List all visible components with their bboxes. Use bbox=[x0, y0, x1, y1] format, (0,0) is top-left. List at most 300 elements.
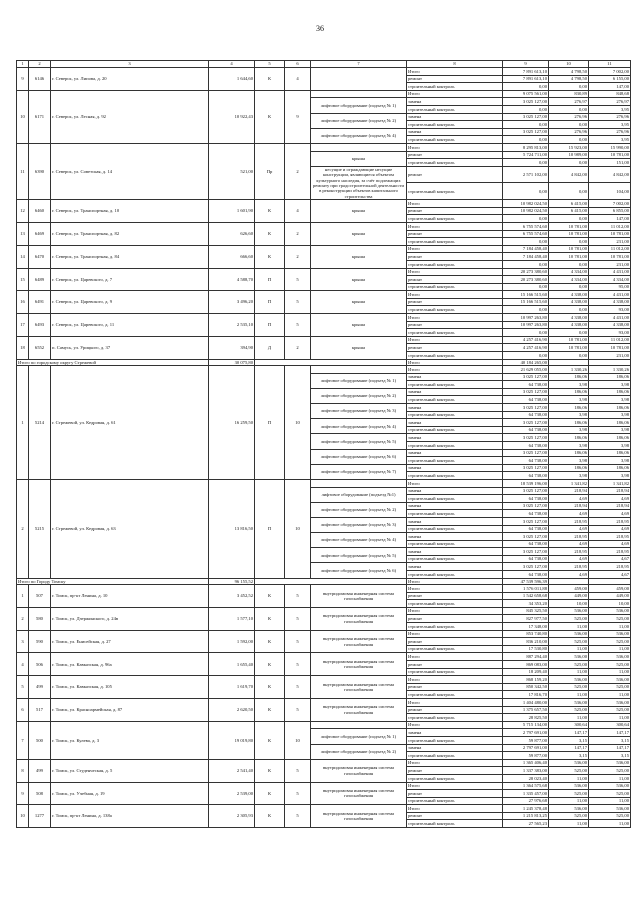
table bbox=[16, 60, 631, 828]
unit-cost: 218,95 bbox=[549, 548, 589, 556]
object-id: 6552 bbox=[29, 336, 51, 359]
object-area: 2 541,40 bbox=[209, 759, 255, 782]
work-name: лифтовое оборудование (подъезд № 2) bbox=[311, 388, 407, 403]
section-title: Итого по Городу Томску bbox=[17, 578, 209, 584]
work-kind: замена bbox=[407, 464, 503, 472]
work-name: лифтовое оборудование (подъезд № 1) bbox=[311, 98, 407, 113]
object-floors: 2 bbox=[285, 245, 311, 268]
work-kind: замена bbox=[407, 98, 503, 106]
cost-value: 59 877,00 bbox=[503, 752, 549, 760]
object-id: 590 bbox=[29, 630, 51, 653]
unit-cost: 4,69 bbox=[549, 495, 589, 503]
max-unit-cost: 147,00 bbox=[589, 83, 631, 91]
object-floors: 2 bbox=[285, 222, 311, 245]
object-id: 508 bbox=[29, 782, 51, 805]
row-number: 14 bbox=[17, 245, 29, 268]
object-address: г. Томск, ул. Енисейская, д. 27 bbox=[51, 630, 209, 653]
unit-cost: 3,98 bbox=[549, 426, 589, 434]
object-area: 2 535,10 bbox=[209, 314, 255, 337]
work-kind: строительный контроль bbox=[407, 457, 503, 465]
unit-cost: 0,00 bbox=[549, 121, 589, 129]
row-number: 9 bbox=[17, 68, 29, 91]
cost-value: 869 083,00 bbox=[503, 661, 549, 669]
work-kind: Итого bbox=[407, 68, 503, 76]
cost-value: 64 738,00 bbox=[503, 441, 549, 449]
cost-value: 850 342,50 bbox=[503, 683, 549, 691]
cost-value: 17 816,70 bbox=[503, 691, 549, 699]
unit-cost: 4,69 bbox=[549, 555, 589, 563]
max-unit-cost: 11,00 bbox=[589, 645, 631, 653]
max-unit-cost: 15 990,00 bbox=[589, 143, 631, 151]
work-kind: ремонт bbox=[407, 298, 503, 306]
object-type: Пр bbox=[255, 143, 285, 199]
table-row bbox=[17, 90, 631, 98]
work-kind: замена bbox=[407, 502, 503, 510]
work-kind: строительный контроль bbox=[407, 797, 503, 805]
unit-cost: 0,00 bbox=[549, 159, 589, 167]
row-number: 1 bbox=[17, 366, 29, 480]
unit-cost: 10 781,00 bbox=[549, 344, 589, 352]
max-unit-cost: 4 431,00 bbox=[589, 268, 631, 276]
unit-cost: 300,64 bbox=[549, 721, 589, 729]
cost-value: 0,00 bbox=[503, 215, 549, 223]
unit-cost: 4 338,00 bbox=[549, 298, 589, 306]
row-number: 10 bbox=[17, 90, 29, 143]
unit-cost: 11,00 bbox=[549, 668, 589, 676]
object-id: 517 bbox=[29, 698, 51, 721]
max-unit-cost: 6 855,00 bbox=[589, 207, 631, 215]
cost-value: 18 209,40 bbox=[503, 668, 549, 676]
unit-cost: 3,15 bbox=[549, 752, 589, 760]
work-name: лифтовое оборудование (подъезд № 4) bbox=[311, 128, 407, 143]
max-unit-cost: 186,06 bbox=[589, 404, 631, 412]
max-unit-cost: 10 781,00 bbox=[589, 230, 631, 238]
work-kind: Итого bbox=[407, 653, 503, 661]
work-kind: строительный контроль bbox=[407, 495, 503, 503]
max-unit-cost: 525,00 bbox=[589, 767, 631, 775]
unit-cost: 3,98 bbox=[549, 441, 589, 449]
work-name: лифтовое оборудование (подъезд № 2) bbox=[311, 502, 407, 517]
table-row bbox=[17, 630, 631, 638]
work-name: лифтовое оборудование (подъезд № 7) bbox=[311, 464, 407, 479]
work-kind: Итого bbox=[407, 366, 503, 374]
cost-value: 0,00 bbox=[503, 306, 549, 314]
object-area: 16 259,50 bbox=[209, 366, 255, 480]
work-kind: замена bbox=[407, 419, 503, 427]
cost-value: 28 825,50 bbox=[503, 714, 549, 722]
cost-value: 9 075 561,00 bbox=[503, 90, 549, 98]
cost-value: 3 025 127,00 bbox=[503, 563, 549, 571]
work-kind: строительный контроль bbox=[407, 691, 503, 699]
cost-value: 0,00 bbox=[503, 121, 549, 129]
cost-value: 1 576 011,88 bbox=[503, 585, 549, 593]
row-number: 13 bbox=[17, 222, 29, 245]
cost-value: 64 738,00 bbox=[503, 555, 549, 563]
cost-value: 7 184 458,40 bbox=[503, 253, 549, 261]
unit-cost: 525,00 bbox=[549, 706, 589, 714]
unit-cost: 449,00 bbox=[549, 592, 589, 600]
work-kind: ремонт bbox=[407, 790, 503, 798]
work-kind: ремонт bbox=[407, 767, 503, 775]
unit-cost: 0,00 bbox=[549, 352, 589, 360]
object-id: 6146 bbox=[29, 68, 51, 91]
cost-value: 3 025 127,00 bbox=[503, 113, 549, 121]
work-kind: строительный контроль bbox=[407, 555, 503, 563]
object-type: П bbox=[255, 479, 285, 578]
max-unit-cost: 11,00 bbox=[589, 691, 631, 699]
object-area: 1 655,40 bbox=[209, 653, 255, 676]
object-floors: 5 bbox=[285, 805, 311, 828]
table-header-row bbox=[17, 61, 631, 68]
object-area: 1 592,00 bbox=[209, 630, 255, 653]
object-address: г. Томск, ул. Кавказская, д. 105 bbox=[51, 676, 209, 699]
work-kind: строительный контроль bbox=[407, 352, 503, 360]
max-unit-cost: 186,06 bbox=[589, 373, 631, 381]
unit-cost: 4 338,00 bbox=[549, 321, 589, 329]
work-kind: Итого bbox=[407, 291, 503, 299]
unit-cost: 536,00 bbox=[549, 698, 589, 706]
column-header-10: 10 bbox=[549, 61, 589, 68]
unit-cost: 536,00 bbox=[549, 759, 589, 767]
cost-value: 27 976,68 bbox=[503, 797, 549, 805]
max-unit-cost: 104,00 bbox=[589, 183, 631, 200]
cost-value: 3 025 127,00 bbox=[503, 434, 549, 442]
max-unit-cost: 536,00 bbox=[589, 805, 631, 813]
object-area: 2 620,50 bbox=[209, 698, 255, 721]
max-unit-cost: 3,98 bbox=[589, 457, 631, 465]
object-address: п. Самусь, ул. Урицкого, д. 37 bbox=[51, 336, 209, 359]
max-unit-cost: 11,00 bbox=[589, 623, 631, 631]
max-unit-cost: 147,17 bbox=[589, 744, 631, 752]
table-row bbox=[17, 721, 631, 729]
object-id: 5214 bbox=[29, 366, 51, 480]
max-unit-cost: 93,00 bbox=[589, 306, 631, 314]
max-unit-cost: 218,94 bbox=[589, 502, 631, 510]
max-unit-cost: 218,95 bbox=[589, 548, 631, 556]
object-type: К bbox=[255, 805, 285, 828]
unit-cost: 0,00 bbox=[549, 215, 589, 223]
row-number: 10 bbox=[17, 805, 29, 828]
work-kind: Итого bbox=[407, 676, 503, 684]
row-number: 15 bbox=[17, 268, 29, 291]
work-kind: строительный контроль bbox=[407, 215, 503, 223]
unit-cost: 536,00 bbox=[549, 607, 589, 615]
cost-value: 0,00 bbox=[503, 183, 549, 200]
cost-value: 7 891 613,10 bbox=[503, 75, 549, 83]
work-kind: ремонт bbox=[407, 683, 503, 691]
cost-value: 1 337 383,00 bbox=[503, 767, 549, 775]
object-address: г. Томск, пр-кт Ленина, д. 10 bbox=[51, 585, 209, 608]
max-unit-cost: 449,00 bbox=[589, 592, 631, 600]
object-floors: 5 bbox=[285, 314, 311, 337]
work-name: лифтовое оборудование (подъезд № 4) bbox=[311, 419, 407, 434]
object-area: 10 922,43 bbox=[209, 90, 255, 143]
work-kind: Итого bbox=[407, 721, 503, 729]
work-name bbox=[311, 721, 407, 729]
table-row bbox=[17, 607, 631, 615]
unit-cost: 3,98 bbox=[549, 411, 589, 419]
cost-value: 7 184 458,40 bbox=[503, 245, 549, 253]
object-floors: 9 bbox=[285, 90, 311, 143]
object-type: П bbox=[255, 268, 285, 291]
max-unit-cost: 231,00 bbox=[589, 238, 631, 246]
max-unit-cost: 4,69 bbox=[589, 495, 631, 503]
work-kind: замена bbox=[407, 517, 503, 525]
object-type: К bbox=[255, 68, 285, 91]
object-id: 5215 bbox=[29, 479, 51, 578]
unit-cost: 276,96 bbox=[549, 128, 589, 136]
work-name: внутридомовая инженерная система газоснабжения bbox=[311, 805, 407, 828]
cost-value: 7 891 613,10 bbox=[503, 68, 549, 76]
column-header-9: 9 bbox=[503, 61, 549, 68]
unit-cost: 3,15 bbox=[549, 736, 589, 744]
cost-value: 0,00 bbox=[503, 159, 549, 167]
work-name: лифтовое оборудование (подъезд №1) bbox=[311, 487, 407, 502]
work-kind: Итого bbox=[407, 782, 503, 790]
table-row bbox=[17, 805, 631, 813]
max-unit-cost: 147,17 bbox=[589, 729, 631, 737]
work-name: внутридомовая инженерная система газоснабжения bbox=[311, 676, 407, 699]
work-kind: ремонт bbox=[407, 615, 503, 623]
work-kind: ремонт bbox=[407, 230, 503, 238]
max-unit-cost: 536,00 bbox=[589, 653, 631, 661]
unit-cost: 6 415,00 bbox=[549, 200, 589, 208]
cost-value: 8 295 813,00 bbox=[503, 143, 549, 151]
unit-cost: 525,00 bbox=[549, 615, 589, 623]
cost-value: 64 738,00 bbox=[503, 540, 549, 548]
work-kind: замена bbox=[407, 449, 503, 457]
max-unit-cost: 218,95 bbox=[589, 533, 631, 541]
work-kind: строительный контроль bbox=[407, 329, 503, 337]
max-unit-cost: 459,00 bbox=[589, 585, 631, 593]
max-unit-cost: 525,00 bbox=[589, 638, 631, 646]
cost-value: 21 629 055,00 bbox=[503, 366, 549, 374]
work-kind: строительный контроль bbox=[407, 540, 503, 548]
unit-cost: 4,69 bbox=[549, 525, 589, 533]
max-unit-cost: 536,00 bbox=[589, 782, 631, 790]
cost-value: 2 571 102,00 bbox=[503, 166, 549, 183]
object-type: П bbox=[255, 291, 285, 314]
object-type: К bbox=[255, 585, 285, 608]
object-address: г. Томск, ул. Дзержинского, д. 24в bbox=[51, 607, 209, 630]
row-number: 6 bbox=[17, 698, 29, 721]
work-name: несущие и ограждающие несущие конструкции, являющиеся объектом культурного наследия, за счёт подлежащих ремонту при градостроительной деятельности в реконструкции объектов капитального строительства bbox=[311, 166, 407, 199]
unit-cost: 536,00 bbox=[549, 782, 589, 790]
unit-cost: 0,00 bbox=[549, 238, 589, 246]
cost-value: 3 025 127,00 bbox=[503, 128, 549, 136]
object-address: г. Северск, ул. Царевского, д. 11 bbox=[51, 314, 209, 337]
table-cell: 47 539 596,39 bbox=[503, 578, 549, 584]
table-row bbox=[17, 200, 631, 208]
work-name bbox=[311, 479, 407, 487]
unit-cost: 0,00 bbox=[549, 83, 589, 91]
unit-cost: 11,00 bbox=[549, 623, 589, 631]
max-unit-cost: 276,96 bbox=[589, 113, 631, 121]
max-unit-cost: 11,00 bbox=[589, 714, 631, 722]
cost-value: 5 724 711,00 bbox=[503, 151, 549, 159]
work-kind: строительный контроль bbox=[407, 441, 503, 449]
cost-value: 1 245 378,48 bbox=[503, 805, 549, 813]
table-row bbox=[17, 479, 631, 487]
object-address: г. Томск, ул. Кулева, д. 3 bbox=[51, 721, 209, 759]
max-unit-cost: 7 002,00 bbox=[589, 200, 631, 208]
work-kind: строительный контроль bbox=[407, 714, 503, 722]
max-unit-cost: 1 341,82 bbox=[589, 479, 631, 487]
work-name: крыша bbox=[311, 245, 407, 268]
max-unit-cost: 11,00 bbox=[589, 774, 631, 782]
max-unit-cost: 525,00 bbox=[589, 812, 631, 820]
cost-value: 15 166 515,60 bbox=[503, 291, 549, 299]
row-number: 8 bbox=[17, 759, 29, 782]
max-unit-cost: 3,98 bbox=[589, 381, 631, 389]
column-header-4: 4 bbox=[209, 61, 255, 68]
max-unit-cost: 11,00 bbox=[589, 820, 631, 828]
work-kind: строительный контроль bbox=[407, 752, 503, 760]
object-area: 626,60 bbox=[209, 222, 255, 245]
unit-cost: 4 334,00 bbox=[549, 268, 589, 276]
max-unit-cost: 4 431,00 bbox=[589, 291, 631, 299]
table-row bbox=[17, 314, 631, 322]
unit-cost: 10 781,00 bbox=[549, 230, 589, 238]
max-unit-cost: 11 012,00 bbox=[589, 336, 631, 344]
unit-cost: 10 781,00 bbox=[549, 253, 589, 261]
object-type: К bbox=[255, 782, 285, 805]
unit-cost: 3,98 bbox=[549, 472, 589, 480]
object-type: К bbox=[255, 222, 285, 245]
work-kind: Итого bbox=[407, 336, 503, 344]
max-unit-cost: 300,64 bbox=[589, 721, 631, 729]
unit-cost: 0,00 bbox=[549, 136, 589, 144]
table-cell: 40 184 265,00 bbox=[503, 359, 549, 365]
work-name: лифтовое оборудование (подъезд № 6) bbox=[311, 449, 407, 464]
object-address: г. Северск, ул. Царевского, д. 9 bbox=[51, 291, 209, 314]
max-unit-cost: 525,00 bbox=[589, 706, 631, 714]
table-row bbox=[17, 222, 631, 230]
max-unit-cost: 7 002,00 bbox=[589, 68, 631, 76]
cost-value: 887 294,40 bbox=[503, 653, 549, 661]
table-row bbox=[17, 68, 631, 76]
cost-value: 15 166 515,60 bbox=[503, 298, 549, 306]
object-type: К bbox=[255, 698, 285, 721]
max-unit-cost: 4,69 bbox=[589, 510, 631, 518]
object-area: 1 644,60 bbox=[209, 68, 255, 91]
unit-cost: 218,95 bbox=[549, 517, 589, 525]
max-unit-cost: 525,00 bbox=[589, 661, 631, 669]
work-name: внутридомовая инженерная система газоснабжения bbox=[311, 653, 407, 676]
unit-cost: 525,00 bbox=[549, 683, 589, 691]
unit-cost: 11,00 bbox=[549, 714, 589, 722]
work-kind: Итого bbox=[407, 698, 503, 706]
object-floors: 5 bbox=[285, 782, 311, 805]
cost-value: 2 797 691,00 bbox=[503, 744, 549, 752]
work-kind: Итого bbox=[407, 200, 503, 208]
row-number: 1 bbox=[17, 585, 29, 608]
object-id: 6491 bbox=[29, 291, 51, 314]
max-unit-cost: 231,00 bbox=[589, 260, 631, 268]
max-unit-cost: 3,98 bbox=[589, 396, 631, 404]
work-name: крыша bbox=[311, 314, 407, 337]
work-name: внутридомовая инженерная система газоснабжения bbox=[311, 782, 407, 805]
object-type: К bbox=[255, 759, 285, 782]
table-row bbox=[17, 759, 631, 767]
object-type: К bbox=[255, 676, 285, 699]
max-unit-cost: 151,00 bbox=[589, 159, 631, 167]
cost-value: 1 364 575,68 bbox=[503, 782, 549, 790]
cost-value: 0,00 bbox=[503, 105, 549, 113]
work-name: лифтовое оборудование (подъезд № 6) bbox=[311, 563, 407, 578]
object-type: Д bbox=[255, 336, 285, 359]
row-number: 16 bbox=[17, 291, 29, 314]
work-kind: строительный контроль bbox=[407, 396, 503, 404]
object-area: 2 305,93 bbox=[209, 805, 255, 828]
table-row bbox=[17, 782, 631, 790]
max-unit-cost: 3,95 bbox=[589, 136, 631, 144]
work-name: крыша bbox=[311, 222, 407, 245]
unit-cost: 0,00 bbox=[549, 183, 589, 200]
column-header-7: 7 bbox=[311, 61, 407, 68]
work-kind: ремонт bbox=[407, 276, 503, 284]
max-unit-cost: 276,96 bbox=[589, 128, 631, 136]
unit-cost: 186,06 bbox=[549, 434, 589, 442]
object-id: 507 bbox=[29, 585, 51, 608]
object-floors: 5 bbox=[285, 653, 311, 676]
unit-cost: 11,00 bbox=[549, 645, 589, 653]
object-id: 6489 bbox=[29, 268, 51, 291]
column-header-11: 11 bbox=[589, 61, 631, 68]
object-area: 1 577,10 bbox=[209, 607, 255, 630]
work-kind: Итого bbox=[407, 143, 503, 151]
object-floors: 2 bbox=[285, 143, 311, 199]
work-name: лифтовое оборудование (подъезд № 5) bbox=[311, 434, 407, 449]
work-name: лифтовое оборудование (подъезд № 3) bbox=[311, 517, 407, 532]
page-number: 36 bbox=[316, 24, 324, 33]
work-kind: Итого bbox=[407, 314, 503, 322]
table-row bbox=[17, 143, 631, 151]
object-id: 506 bbox=[29, 653, 51, 676]
cost-value: 1 404 480,00 bbox=[503, 698, 549, 706]
max-unit-cost: 4,67 bbox=[589, 555, 631, 563]
unit-cost: 11,00 bbox=[549, 820, 589, 828]
unit-cost: 186,06 bbox=[549, 419, 589, 427]
work-kind: замена bbox=[407, 533, 503, 541]
cost-value: 1 542 658,68 bbox=[503, 592, 549, 600]
cost-value: 6 755 574,60 bbox=[503, 230, 549, 238]
work-kind: Итого bbox=[407, 585, 503, 593]
work-name: крыша bbox=[311, 151, 407, 166]
cost-value: 3 025 127,00 bbox=[503, 502, 549, 510]
work-name: крыша bbox=[311, 336, 407, 359]
unit-cost: 4 842,00 bbox=[549, 166, 589, 183]
cost-value: 868 159,20 bbox=[503, 676, 549, 684]
row-number: 2 bbox=[17, 479, 29, 578]
work-kind: строительный контроль bbox=[407, 260, 503, 268]
table-row bbox=[17, 245, 631, 253]
unit-cost: 10 781,00 bbox=[549, 336, 589, 344]
object-type: К bbox=[255, 653, 285, 676]
column-header-6: 6 bbox=[285, 61, 311, 68]
object-area: 521,00 bbox=[209, 143, 255, 199]
cost-value: 3 025 127,00 bbox=[503, 517, 549, 525]
unit-cost: 4,69 bbox=[549, 540, 589, 548]
object-id: 499 bbox=[29, 676, 51, 699]
max-unit-cost: 11,00 bbox=[589, 668, 631, 676]
cost-value: 0,00 bbox=[503, 329, 549, 337]
cost-value: 64 738,00 bbox=[503, 571, 549, 579]
work-kind: замена bbox=[407, 548, 503, 556]
cost-value: 1 365 406,40 bbox=[503, 759, 549, 767]
section-total-label: Итого bbox=[407, 578, 503, 584]
column-header-1: 1 bbox=[17, 61, 29, 68]
